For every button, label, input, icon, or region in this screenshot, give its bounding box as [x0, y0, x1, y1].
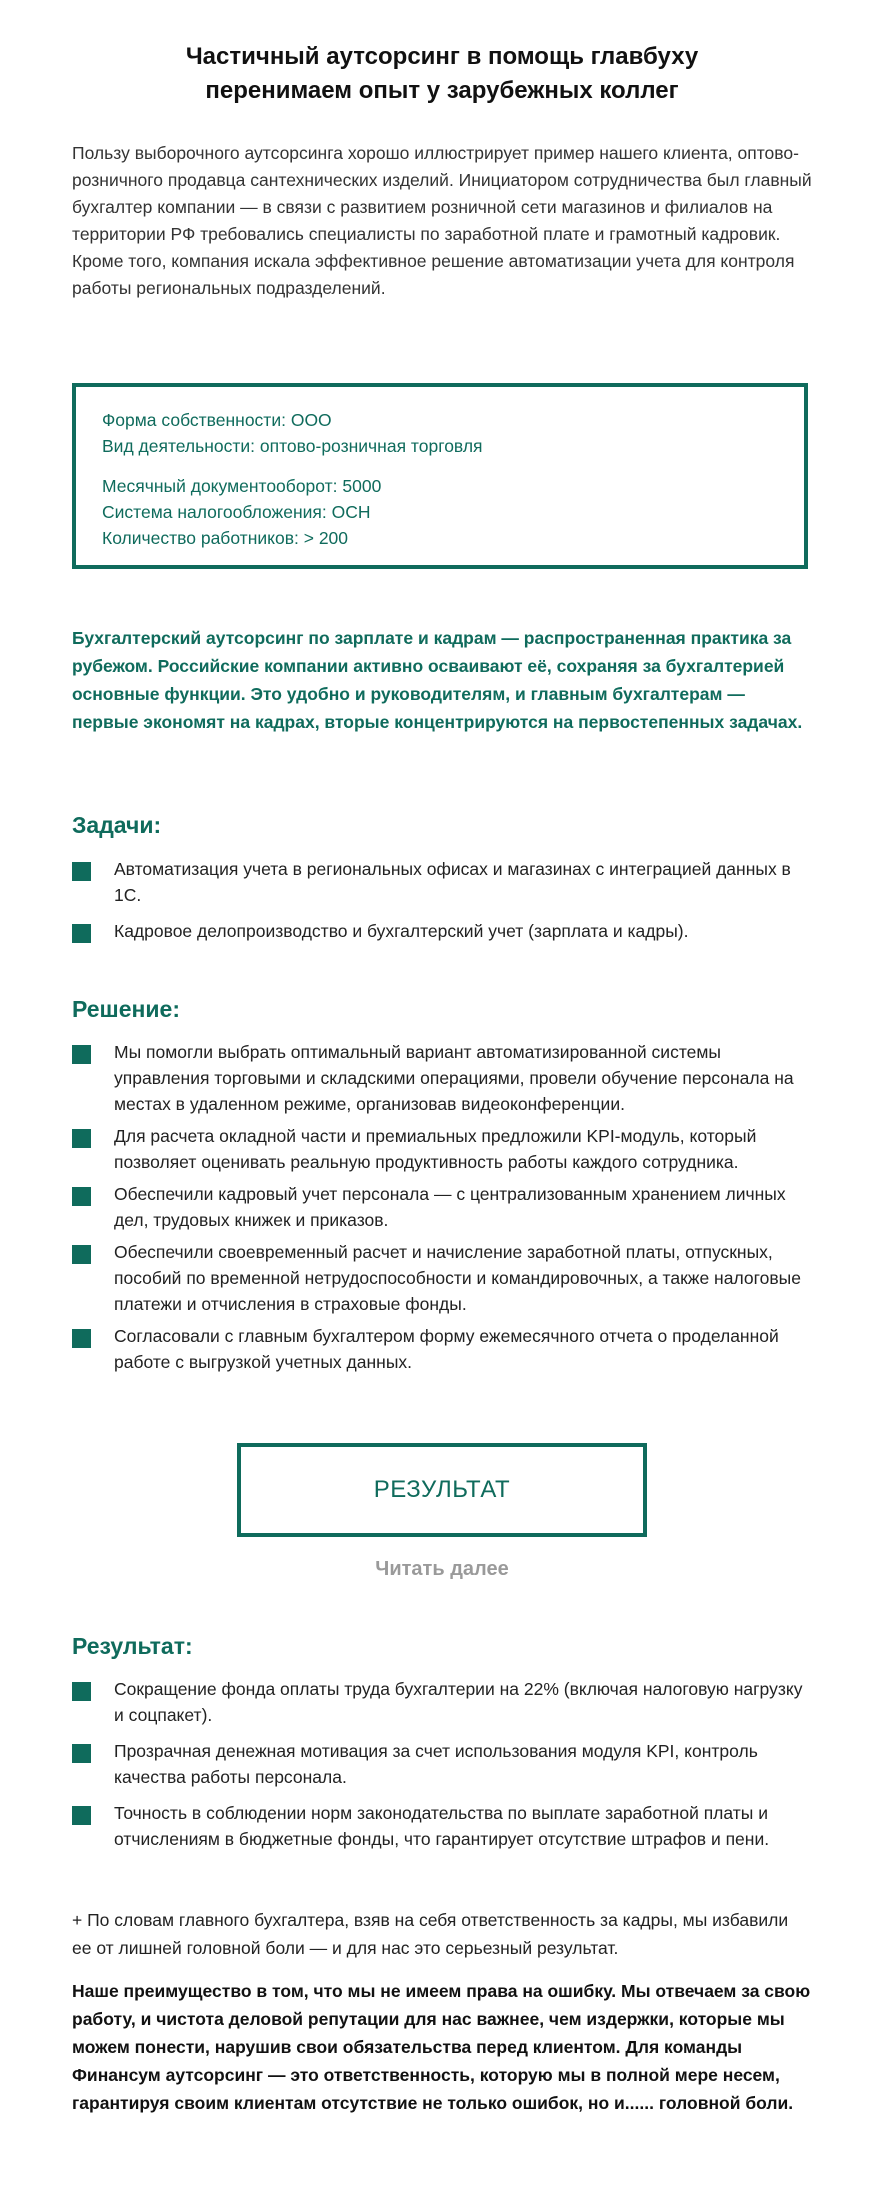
list-item	[72, 1738, 812, 1790]
square-bullet-icon	[72, 1129, 91, 1148]
square-bullet-icon	[72, 1682, 91, 1701]
list-item-text: Для расчета окладной части и премиальных предложили KPI-модуль, который позволяет оценивать реальную продуктивность работы каждого сотрудника.	[114, 1126, 757, 1172]
list-item-text: Обеспечили своевременный расчет и начисление заработной платы, отпускных, пособий по временной нетрудоспособности и командировочных, а также налоговые платежи и отчисления в страховые фонды.	[114, 1242, 801, 1314]
list-item	[72, 1676, 812, 1728]
info-ownership: Форма собственности: ООО	[102, 410, 332, 430]
list-item-text: Сокращение фонда оплаты труда бухгалтерии на 22% (включая налоговую нагрузку и соцпакет).	[114, 1679, 803, 1725]
read-more-link[interactable]: Читать далее	[375, 1558, 509, 1580]
square-bullet-icon	[72, 1245, 91, 1264]
square-bullet-icon	[72, 862, 91, 881]
list-item	[72, 1323, 812, 1375]
intro-paragraph: Пользу выборочного аутсорсинга хорошо иллюстрирует пример нашего клиента, оптово-розничного продавца сантехнических изделий. Инициатором сотрудничества был главный бухгалтер компании — в связи с развитием розничной сети магазинов и филиалов на территории РФ требовались специалисты по заработной плате и грамотный кадровик. Кроме того, компания искала эффективное решение автоматизации учета для контроля работы региональных подразделений.	[72, 143, 812, 298]
list-item-text: Обеспечили кадровый учет персонала — с централизованным хранением личных дел, трудовых книжек и приказов.	[114, 1184, 786, 1230]
closing-paragraph: Наше преимущество в том, что мы не имеем права на ошибку. Мы отвечаем за свою работу, и чистота деловой репутации для нас важнее, чем издержки, которые мы можем понести, нарушив свои обязательства перед клиентом. Для команды Финансум аутсорсинг — это ответственность, которую мы в полной мере несем, гарантируя своим клиентам отсутствие не только ошибок, но и...... головной боли.	[72, 1981, 811, 2113]
info-employees: Количество работников: > 200	[102, 528, 349, 548]
list-item-text: Автоматизация учета в региональных офисах и магазинах с интеграцией данных в 1С.	[114, 859, 791, 905]
result-list	[72, 1676, 812, 1852]
square-bullet-icon	[72, 1806, 91, 1825]
list-item	[72, 1800, 812, 1852]
tasks-list	[72, 856, 812, 944]
square-bullet-icon	[72, 1187, 91, 1206]
title-line-1: Частичный аутсорсинг в помощь главбуху	[185, 43, 699, 70]
solution-heading: Решение:	[72, 996, 181, 1022]
square-bullet-icon	[72, 1045, 91, 1064]
list-item-text: Прозрачная денежная мотивация за счет использования модуля KPI, контроль качества работы персонала.	[114, 1741, 758, 1787]
square-bullet-icon	[72, 1329, 91, 1348]
page-title	[72, 40, 812, 108]
list-item	[72, 1239, 812, 1317]
tasks-heading: Задачи:	[72, 812, 162, 838]
list-item-text: Кадровое делопроизводство и бухгалтерский учет (зарплата и кадры).	[114, 921, 689, 941]
list-item	[72, 1039, 812, 1117]
list-item-text: Точность в соблюдении норм законодательства по выплате заработной платы и отчислениям в бюджетные фонды, что гарантирует отсутствие штрафов и пени.	[114, 1803, 770, 1849]
list-item-text: Мы помогли выбрать оптимальный вариант автоматизированной системы управления торговыми и складскими операциями, провели обучение персонала на местах в удаленном режиме, организовав видеоконференции.	[114, 1042, 794, 1114]
list-item	[72, 856, 812, 908]
list-item	[72, 1181, 812, 1233]
square-bullet-icon	[72, 924, 91, 943]
solution-list	[72, 1039, 812, 1375]
highlight-paragraph: Бухгалтерский аутсорсинг по зарплате и кадрам — распространенная практика за рубежом. Российские компании активно осваивают её, сохраняя за бухгалтерией основные функции. Это удобно и руководителям, и главным бухгалтерам — первые экономят на кадрах, вторые концентрируются на первостепенных задачах.	[72, 628, 803, 732]
result-heading: Результат:	[72, 1633, 193, 1659]
result-button[interactable]: РЕЗУЛЬТАТ	[237, 1443, 647, 1537]
list-item	[72, 1123, 812, 1175]
list-item	[72, 918, 812, 944]
list-item-text: Согласовали с главным бухгалтером форму ежемесячного отчета о проделанной работе с выгрузкой учетных данных.	[114, 1326, 779, 1372]
square-bullet-icon	[72, 1744, 91, 1763]
client-quote: + По словам главного бухгалтера, взяв на себя ответственность за кадры, мы избавили ее от лишней головной боли — и для нас это серьезный результат.	[72, 1910, 789, 1958]
title-line-2: перенимаем опыт у зарубежных коллег	[205, 77, 679, 104]
client-info-box	[72, 383, 808, 569]
info-docflow: Месячный документооборот: 5000	[102, 476, 382, 496]
info-taxation: Система налогообложения: ОСН	[102, 502, 371, 522]
info-activity: Вид деятельности: оптово-розничная торговля	[102, 436, 483, 456]
